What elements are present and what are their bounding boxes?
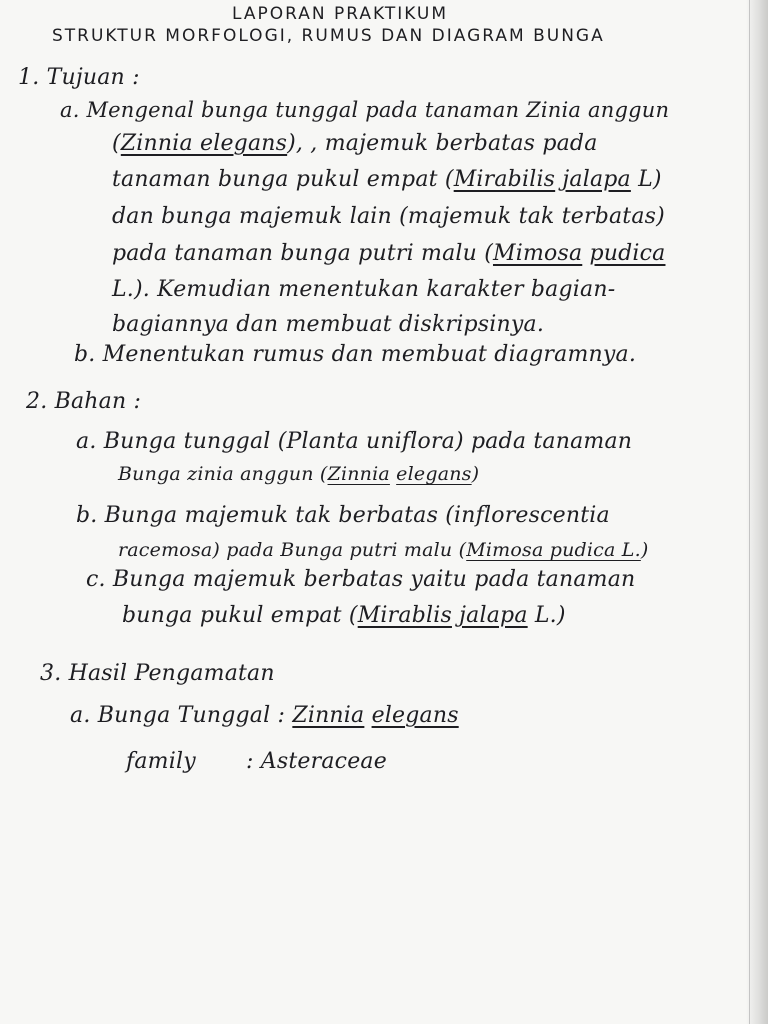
genus-zinnia: Zinnia	[327, 463, 390, 485]
species-jalapa: jalapa	[562, 167, 631, 192]
section-2-b-line-1: b. Bunga majemuk tak berbatas (inflorescentia	[76, 503, 610, 528]
species-mimosa-pudica: Mimosa pudica L.	[466, 539, 641, 561]
section-2-c-line-1: c. Bunga majemuk berbatas yaitu pada tanaman	[86, 567, 636, 592]
section-1-a-line-4: dan bunga majemuk lain (majemuk tak terbatas)	[112, 204, 665, 229]
genus-mirabilis: Mirabilis	[453, 167, 556, 192]
section-1-a-line-3: tanaman bunga pukul empat (Mirabilis jalapa L)	[112, 167, 662, 192]
section-2-c-line-2: bunga pukul empat (Mirablis jalapa L.)	[122, 603, 566, 628]
report-title: LAPORAN PRAKTIKUM	[232, 4, 449, 24]
report-subtitle: STRUKTUR MORFOLOGI, RUMUS DAN DIAGRAM BUNGA	[52, 26, 605, 46]
section-2-a-line-2: Bunga zinia anggun (Zinnia elegans)	[118, 463, 480, 485]
species-elegans-result: elegans	[371, 703, 459, 728]
species-zinnia-elegans: Zinnia elegans	[120, 131, 288, 156]
section-1-b: b. Menentukan rumus dan membuat diagramnya.	[74, 342, 637, 367]
section-1-a-line-5: pada tanaman bunga putri malu (Mimosa pudica	[112, 241, 666, 266]
genus-zinnia-result: Zinnia	[292, 703, 365, 728]
section-1-a-line-1: a. Mengenal bunga tunggal pada tanaman Zinia anggun	[60, 98, 670, 122]
species-jalapa-2: jalapa	[459, 603, 528, 628]
section-1-a-line-7: bagiannya dan membuat diskripsinya.	[112, 312, 545, 337]
section-1-a-line-6: L.). Kemudian menentukan karakter bagian-	[112, 277, 616, 302]
page-edge-divider	[749, 0, 750, 1024]
family-label: family	[126, 749, 196, 774]
section-2-heading: 2. Bahan :	[26, 389, 142, 414]
section-1-heading: 1. Tujuan :	[18, 65, 140, 90]
section-3-heading: 3. Hasil Pengamatan	[40, 661, 275, 686]
genus-mimosa: Mimosa	[492, 241, 583, 266]
section-2-a-line-1: a. Bunga tunggal (Planta uniflora) pada tanaman	[76, 429, 633, 454]
species-elegans: elegans	[396, 463, 472, 485]
genus-mirablis: Mirablis	[357, 603, 452, 628]
species-pudica: pudica	[589, 241, 666, 266]
family-value: : Asteraceae	[246, 749, 387, 774]
section-1-a-line-2: (Zinnia elegans), , majemuk berbatas pada	[112, 131, 598, 156]
section-2-b-line-2: racemosa) pada Bunga putri malu (Mimosa pudica L.)	[118, 539, 649, 561]
section-3-a: a. Bunga Tunggal : Zinnia elegans	[70, 703, 459, 728]
